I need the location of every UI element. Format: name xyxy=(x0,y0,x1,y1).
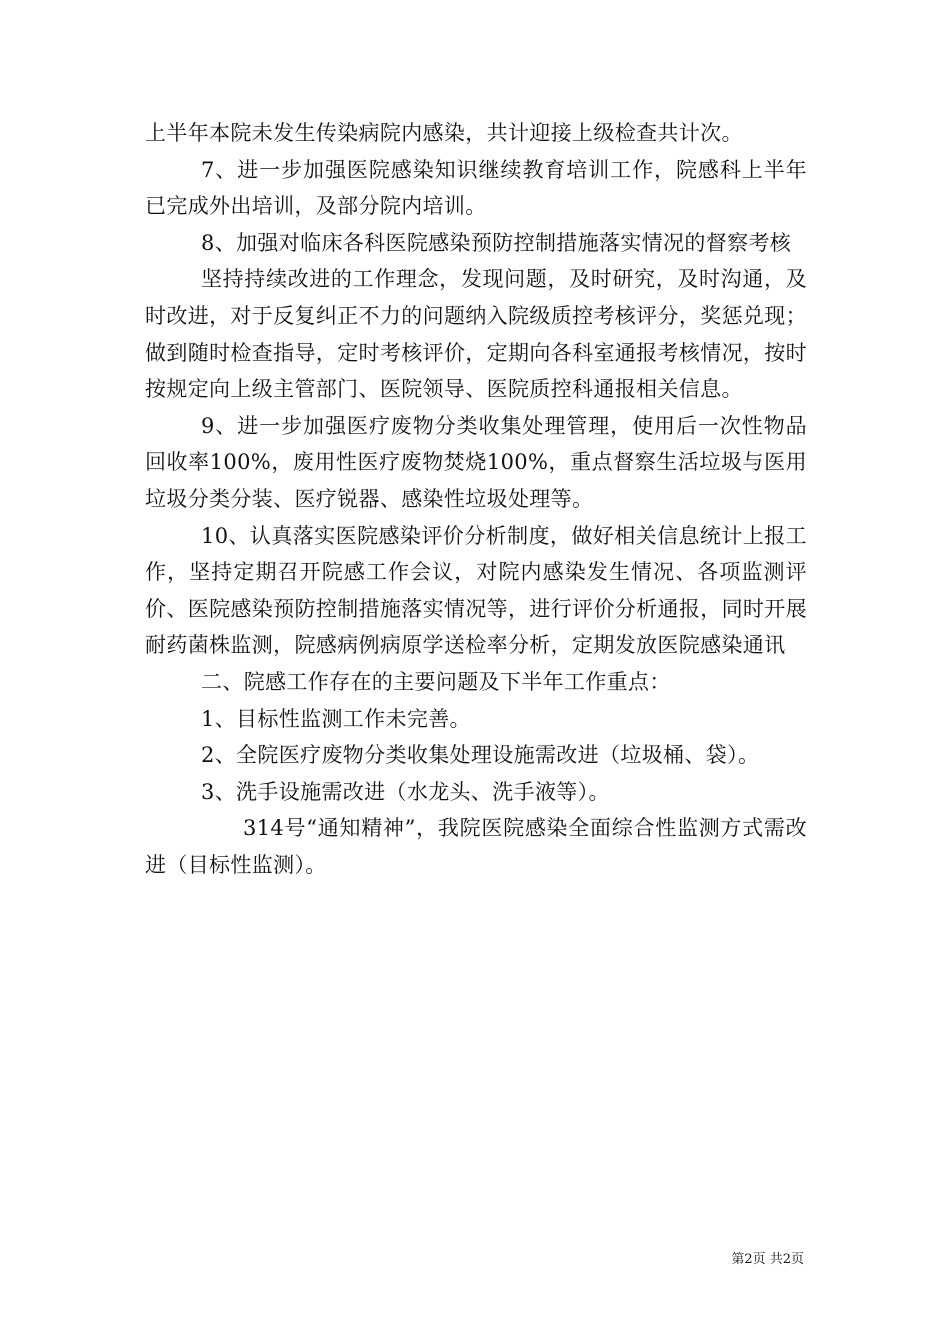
paragraph-continuation: 上半年本院未发生传染病院内感染，共计迎接上级检查共计次。 xyxy=(145,121,743,145)
paragraph-item-8: 8、加强对临床各科医院感染预防控制措施落实情况的督察考核 xyxy=(201,230,792,255)
paragraph-item-10: 10、认真落实医院感染评价分析制度，做好相关信息统计上报工作，坚持定期召开院感工作会议，对院内感染发生情况、各项监测评价、医院感染预防控制措施落实情况等，进行评价分析通报，同时开展耐药菌株监测，院感病例病原学送检率分析，定期发放医院感染通讯 xyxy=(145,523,807,658)
paragraph-item-9: 9、进一步加强医疗废物分类收集处理管理，使用后一次性物品回收率100%，废用性医疗废物焚烧100%，重点督察生活垃圾与医用垃圾分类分装、医疗锐器、感染性垃圾处理等。 xyxy=(145,413,807,511)
issue-item-1: 1、目标性监测工作未完善。 xyxy=(201,706,471,731)
issue-item-3: 3、洗手设施需改进（水龙头、洗手液等）。 xyxy=(201,779,610,804)
section-heading-issues: 二、院感工作存在的主要问题及下半年工作重点： xyxy=(201,669,671,694)
paragraph-notice-314: 314号“通知精神”，我院医院感染全面综合性监测方式需改进（目标性监测）。 xyxy=(145,816,807,877)
page-number-footer: 第2页 共2页 xyxy=(731,1252,804,1267)
paragraph-item-7: 7、进一步加强医院感染知识继续教育培训工作，院感科上半年已完成外出培训，及部分院内培训。 xyxy=(145,157,807,219)
paragraph-item-8-detail: 坚持持续改进的工作理念，发现问题，及时研究，及时沟通，及时改进，对于反复纠正不力的问题纳入院级质控考核评分，奖惩兑现；做到随时检查指导，定时考核评价，定期向各科室通报考核情况，按时按规定向上级主管部门、医院领导、医院质控科通报相关信息。 xyxy=(145,267,807,402)
document-body xyxy=(145,115,807,883)
issue-item-2: 2、全院医疗废物分类收集处理设施需改进（垃圾桶、袋）。 xyxy=(201,743,760,768)
